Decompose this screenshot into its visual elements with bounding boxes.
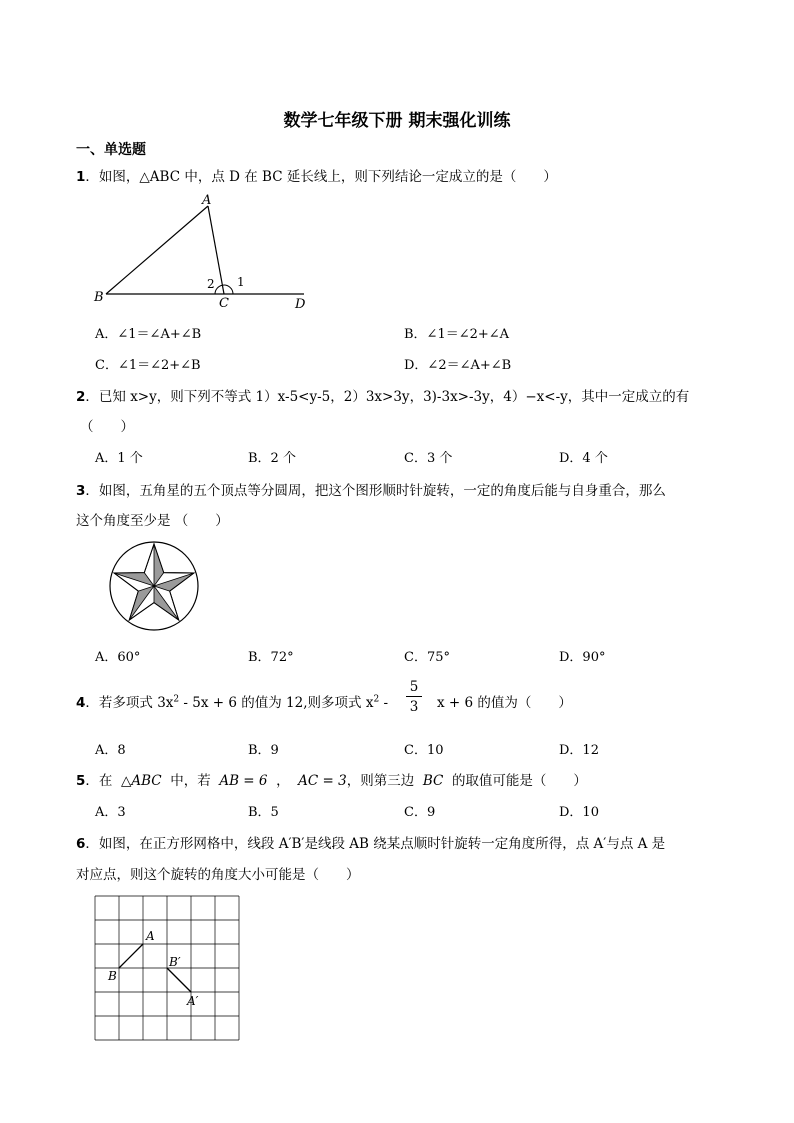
angle-label-2: 2 bbox=[207, 277, 215, 291]
option-a: A．3 bbox=[95, 805, 126, 820]
question-text: ．若多项式 3x bbox=[85, 695, 174, 711]
question-number: 1 bbox=[76, 169, 86, 185]
option-a: A．8 bbox=[95, 743, 126, 758]
math-expression: AC = 3 bbox=[298, 773, 347, 789]
option-a: A．60° bbox=[95, 650, 141, 665]
option-c: C．9 bbox=[404, 805, 436, 820]
option-c: C．3 个 bbox=[404, 451, 453, 466]
option-c: C．10 bbox=[404, 743, 444, 758]
question-3 bbox=[76, 479, 666, 499]
triangle-figure bbox=[90, 190, 320, 315]
question-text: 中，若 bbox=[170, 773, 211, 789]
angle-label-1: 1 bbox=[237, 275, 245, 289]
page-title: 数学七年级下册 期末强化训练 bbox=[283, 111, 511, 131]
question-6 bbox=[76, 832, 665, 852]
option-d: D．4 个 bbox=[559, 451, 608, 466]
vertex-label-d: D bbox=[295, 297, 306, 312]
point-label-a: A bbox=[146, 929, 155, 943]
vertex-label-a: A bbox=[202, 193, 212, 208]
fraction-denominator: 3 bbox=[409, 699, 419, 715]
exponent: 2 bbox=[373, 694, 380, 705]
fraction bbox=[406, 678, 422, 717]
question-text: ．如图，在正方形网格中，线段 A′B′是线段 AB 绕某点顺时针旋转一定角度所得，点 A′与点 A 是 bbox=[85, 836, 666, 852]
question-2 bbox=[76, 385, 689, 405]
question-text: ， bbox=[276, 773, 290, 789]
fraction-numerator: 5 bbox=[406, 678, 422, 697]
question-number: 6 bbox=[76, 836, 86, 852]
question-1 bbox=[76, 165, 557, 185]
option-d: D．90° bbox=[559, 650, 606, 665]
question-text: ．如图，五角星的五个顶点等分圆周，把这个图形顺时针旋转，一定的角度后能与自身重合，那么 bbox=[85, 483, 666, 499]
math-expression: BC bbox=[422, 773, 444, 789]
question-text: ．如图，△ABC 中，点 D 在 BC 延长线上，则下列结论一定成立的是（ ） bbox=[85, 169, 557, 185]
grid-rotation-figure bbox=[95, 896, 240, 1041]
question-number: 2 bbox=[76, 389, 86, 405]
question-text: ，则第三边 bbox=[346, 773, 415, 789]
question-number: 4 bbox=[76, 695, 86, 711]
question-text: ．在 bbox=[85, 773, 113, 789]
question-5 bbox=[76, 769, 587, 789]
question-text: 的取值可能是（ ） bbox=[451, 773, 587, 789]
question-text: - bbox=[379, 695, 389, 711]
question-text: - 5x + 6 的值为 12,则多项式 x bbox=[179, 695, 374, 711]
option-b: B．2 个 bbox=[248, 451, 296, 466]
option-a: A．1 个 bbox=[95, 451, 143, 466]
point-label-b-prime: B′ bbox=[169, 955, 181, 969]
question-text-cont: （ ） bbox=[80, 419, 134, 435]
vertex-label-b: B bbox=[94, 290, 104, 305]
section-heading: 一、单选题 bbox=[76, 142, 146, 158]
question-text-cont: x + 6 的值为（ ） bbox=[437, 695, 572, 711]
option-c: C．∠1＝∠2+∠B bbox=[95, 358, 201, 373]
option-c: C．75° bbox=[404, 650, 450, 665]
question-4 bbox=[76, 691, 388, 711]
vertex-label-c: C bbox=[219, 296, 229, 311]
point-label-a-prime: A′ bbox=[187, 994, 199, 1008]
option-d: D．12 bbox=[559, 743, 599, 758]
option-b: B．5 bbox=[248, 805, 279, 820]
point-label-b: B bbox=[108, 969, 117, 983]
math-expression: AB = 6 bbox=[219, 773, 268, 789]
star-circle-figure bbox=[108, 540, 200, 632]
option-b: B．∠1＝∠2+∠A bbox=[404, 327, 510, 342]
question-number: 3 bbox=[76, 483, 86, 499]
option-d: D．∠2＝∠A+∠B bbox=[404, 358, 512, 373]
option-b: B．9 bbox=[248, 743, 279, 758]
exponent: 2 bbox=[173, 694, 180, 705]
option-d: D．10 bbox=[559, 805, 599, 820]
math-expression: △ABC bbox=[121, 773, 162, 789]
option-a: A．∠1＝∠A+∠B bbox=[95, 327, 202, 342]
question-text-cont: 这个角度至少是 （ ） bbox=[76, 513, 229, 529]
option-b: B．72° bbox=[248, 650, 294, 665]
question-number: 5 bbox=[76, 773, 86, 789]
question-text-cont: 对应点，则这个旋转的角度大小可能是（ ） bbox=[76, 867, 360, 883]
question-text: ．已知 x>y，则下列不等式 1）x-5<y-5，2）3x>3y，3)-3x>-3y，4）−x<-y，其中一定成立的有 bbox=[85, 389, 690, 405]
